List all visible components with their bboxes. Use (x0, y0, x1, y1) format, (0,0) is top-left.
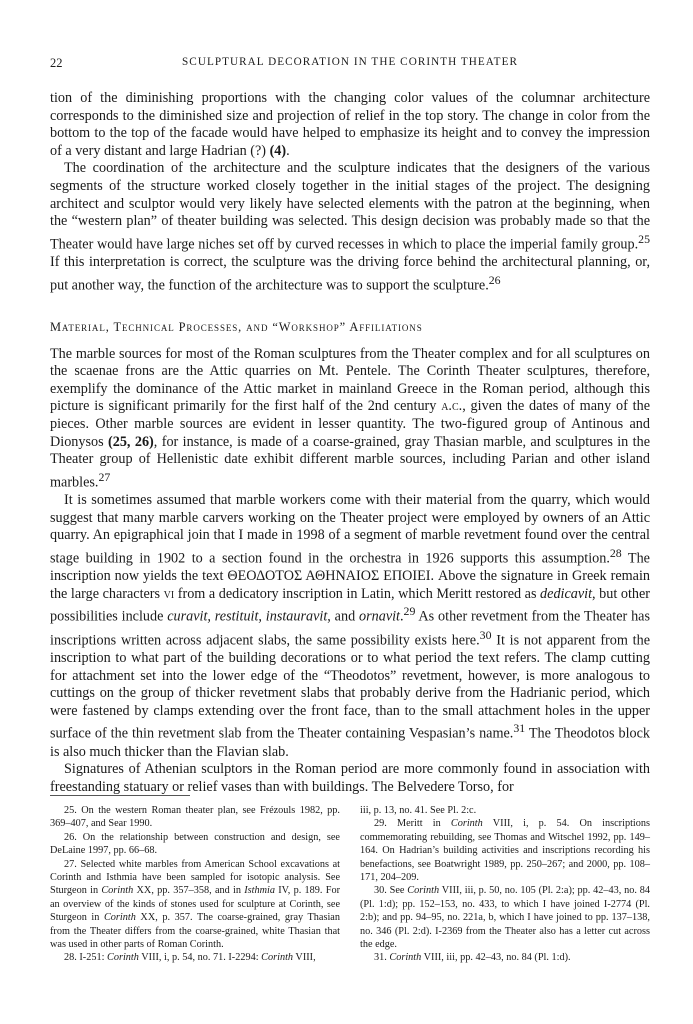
footnote-26: 26. On the relationship between construction and design, see DeLaine 1997, pp. 66–68. (50, 831, 340, 857)
section-heading: Material, Technical Processes, and “Workshop” Affiliations (50, 320, 423, 334)
footnote-27: 27. Selected white marbles from American School excavations at Corinth and Isthmia have been sampled for isotopic analysis. See Sturgeon in Corinth XX, pp. 357–358, and in Isthmia IV, p. 189. For an overview of the kinds of stones used for sculpture at Corinth, see Sturgeon in Corinth XX, p. 357. The coarse-grained, gray Thasian from the Theater differs from the coarse-grained, white Thasian that was used in other parts of Roman Corinth. (50, 858, 340, 951)
footnote-column-left (50, 804, 340, 965)
footnote-25: 25. On the western Roman theater plan, see Frézouls 1982, pp. 369–407, and Sear 1990. (50, 805, 340, 830)
footnote-ref[interactable]: 26 (488, 272, 501, 287)
footnote-28: 28. I-251: Corinth VIII, i, p. 54, no. 71. I-2294: Corinth VIII, (64, 952, 316, 964)
paragraph-4: It is sometimes assumed that marble workers come with their material from the quarry, which would suggest that many marble carvers working on the Theater project were employed by owners of an Attic quarry. An epigraphical join that I made in 1998 of a segment of marble revetment found over the central stage building in 1902 to a section found in the orchestra in 1926 supports this assumption.$^{28}$ The inscription now yields the text ΘΕΟΔΟΤΟΣ ΑΘΗΝΑΙΟΣ ΕΠΟΙΕΙ. Above the signature in Greek remain the large characters vi from a dedicatory inscription in Latin, which Meritt restored as dedicavit, but other possibilities include curavit, restituit, instauravit, and ornavit.$^{29}$ As other revetment from the Theater has inscriptions written across adjacent slabs, the same possibility exists here.$^{30}$ It is not apparent from the inscription to what part of the building decorations or to what period the text refers. The clamp cutting for attachment set into the lower edge of the “Theodotos” revetment, however, is more analogous to cuttings on the group of thicker revetment slabs that probably derive from the Hadrianic period, which were fastened by clamps extending over the front face, than to the small attachment holes in the upper surface of the thin revetment slab from the Theater containing Vespasian’s name.$^{31}$ The Theodotos block is also much thicker than the Flavian slab. (50, 492, 651, 760)
footnote-divider (50, 795, 190, 796)
paragraph-5: Signatures of Athenian sculptors in the Roman period are more commonly found in association with freestanding statuary or relief vases than with buildings. The Belvedere Torso, for (50, 761, 650, 795)
footnote-31: 31. Corinth VIII, iii, pp. 42–43, no. 84 (Pl. 1:d). (374, 952, 571, 964)
footnote-ref[interactable]: 25 (638, 231, 650, 246)
page-number: 22 (50, 56, 63, 70)
footnote-30: 30. See Corinth VIII, iii, p. 50, no. 105 (Pl. 2:a); pp. 42–43, no. 84 (Pl. 1:d); pp. 152–153, no. 433, to which I have joined I-2774 (Pl. 2:b); and pp. 94–95, no. 221a, b, which I have joined to pp. 137–138, no. 346 (Pl. 2:d). I-2369 from the Theater also has a letter cut across the edge. (360, 885, 650, 951)
page-header (50, 56, 650, 74)
paragraph-3: The marble sources for most of the Roman sculptures from the Theater complex and for all sculptures on the scaenae frons are the Attic quarries on Mt. Pentele. The Corinth Theater sculptures, therefore, exemplify the dominance of the Attic market in mainland Greece in the Roman period, although this picture is significant primarily for the first half of the 2nd century a.c., given the dates of many of the pieces. Other marble sources are evident in lesser quantity. The two-figured group of Antinous and Dionysos (25, 26), for instance, is made of a coarse-grained, gray Thasian marble, and sculptures in the Theater group of Hellenistic date exhibit different marble sources, including Parian and other island marbles.$^{27}$ (50, 345, 651, 491)
paragraph-2: The coordination of the architecture and the sculpture indicates that the designers of the various segments of the structure worked closely together in the initial stages of the project. The designing architect and sculptor would very likely have selected elements with the patron at the beginning, when the “western plan” of theater building was selected. This design decision was probably made so that the Theater would have large niches set off by curved recesses in which to place the imperial family group.$^{25}$ If this interpretation is correct, the sculpture was the driving force behind the architectural planning, or, put another way, the function of the architecture was to support the sculpture.$^{26}$ (50, 160, 650, 294)
footnote-29: 29. Meritt in Corinth VIII, i, p. 54. On inscriptions commemorating rebuilding, see Thomas and Witschel 1992, pp. 149–164. On Hadrian’s building activities and inscriptions recording his benefactions, see Boatwright 1989, pp. 250–267; and 2000, pp. 108–171, 204–209. (360, 818, 650, 884)
footnote-ref[interactable]: 29 (403, 604, 416, 619)
footnote-ref[interactable]: 31 (513, 721, 526, 736)
main-text (50, 90, 650, 797)
running-head: SCULPTURAL DECORATION IN THE CORINTH THEATER (182, 56, 518, 68)
footnote-ref[interactable]: 27 (98, 469, 111, 484)
paragraph-1: tion of the diminishing proportions with the changing color values of the columnar architecture corresponds to the diminished size and projection of relief in the top story. The change in color from the bottom to the top of the facade would have helped to emphasize its height and to convey the impression of a very distant and large Hadrian (?) (4). (50, 90, 650, 159)
footnote-28-continued: iii, p. 13, no. 41. See Pl. 2:c. (360, 805, 477, 816)
footnote-ref[interactable]: 30 (479, 627, 492, 642)
footnote-ref[interactable]: 28 (609, 545, 622, 560)
footnote-column-right (360, 804, 650, 965)
